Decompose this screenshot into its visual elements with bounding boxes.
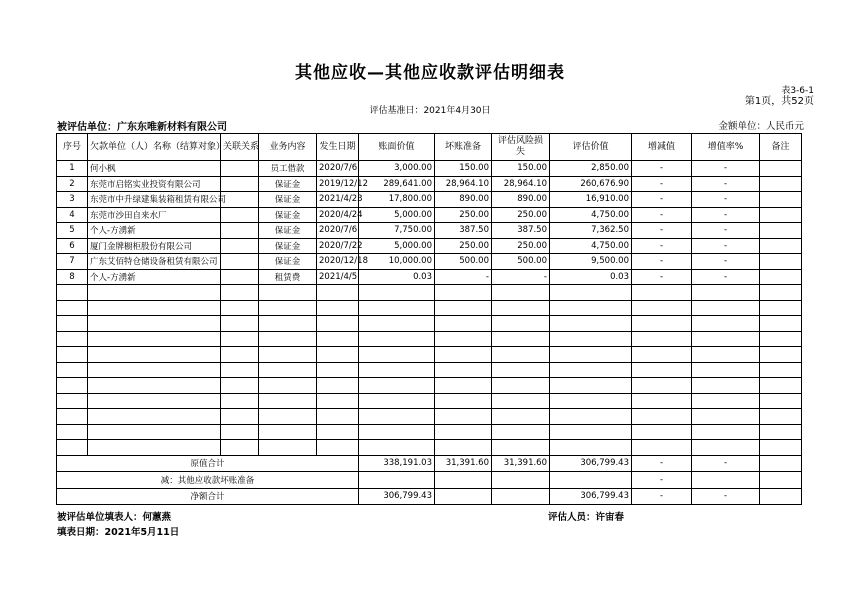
cell-name xyxy=(88,378,221,394)
header-cell: 增值率% xyxy=(692,134,760,161)
cell-rel xyxy=(221,161,259,177)
cell-bad xyxy=(435,409,492,425)
cell-rel xyxy=(221,192,259,208)
cell-no xyxy=(57,285,88,301)
cell-rate: - xyxy=(692,192,760,208)
cell-rel xyxy=(221,409,259,425)
total-label: 原值合计 xyxy=(57,455,359,472)
table-row xyxy=(57,424,802,440)
table-row xyxy=(57,316,802,332)
cell-date xyxy=(317,440,359,456)
cell-name xyxy=(88,331,221,347)
cell-diff: - xyxy=(632,207,692,223)
less-rate xyxy=(692,472,760,489)
table-totals xyxy=(57,455,802,505)
cell-eval: 9,500.00 xyxy=(550,254,632,270)
cell-book: 7,750.00 xyxy=(359,223,435,239)
cell-name xyxy=(88,347,221,363)
cell-rate xyxy=(692,285,760,301)
cell-note xyxy=(760,378,802,394)
cell-date xyxy=(317,285,359,301)
cell-book xyxy=(359,378,435,394)
cell-risk: 890.00 xyxy=(492,192,550,208)
cell-no xyxy=(57,347,88,363)
cell-biz: 保证金 xyxy=(259,223,317,239)
cell-no xyxy=(57,393,88,409)
net-bad xyxy=(435,488,492,505)
net-risk xyxy=(492,488,550,505)
cell-book xyxy=(359,300,435,316)
cell-rate: - xyxy=(692,161,760,177)
cell-risk xyxy=(492,440,550,456)
cell-risk xyxy=(492,424,550,440)
cell-rel xyxy=(221,207,259,223)
cell-rel xyxy=(221,300,259,316)
cell-name: 个人-方湧新 xyxy=(88,223,221,239)
total-note xyxy=(760,455,802,472)
total-original-row xyxy=(57,455,802,472)
cell-rate xyxy=(692,316,760,332)
net-note xyxy=(760,488,802,505)
cell-book: 289,641.00 xyxy=(359,176,435,192)
table-row xyxy=(57,192,802,208)
less-note xyxy=(760,472,802,489)
cell-risk xyxy=(492,331,550,347)
cell-note xyxy=(760,192,802,208)
cell-no: 3 xyxy=(57,192,88,208)
cell-diff xyxy=(632,393,692,409)
cell-name: 广东艾佰特仓储设备租赁有限公司 xyxy=(88,254,221,270)
cell-name: 东莞市中升绿建集装箱租赁有限公司 xyxy=(88,192,221,208)
cell-bad xyxy=(435,440,492,456)
cell-date xyxy=(317,362,359,378)
cell-note xyxy=(760,300,802,316)
cell-bad: 387.50 xyxy=(435,223,492,239)
cell-eval: 4,750.00 xyxy=(550,238,632,254)
header-row xyxy=(57,134,802,161)
table-row xyxy=(57,254,802,270)
total-rate: - xyxy=(692,455,760,472)
header-cell: 序号 xyxy=(57,134,88,161)
cell-note xyxy=(760,223,802,239)
cell-note xyxy=(760,347,802,363)
header-cell: 评估价值 xyxy=(550,134,632,161)
cell-date xyxy=(317,331,359,347)
cell-no: 1 xyxy=(57,161,88,177)
cell-eval xyxy=(550,316,632,332)
cell-eval xyxy=(550,424,632,440)
cell-book: 3,000.00 xyxy=(359,161,435,177)
total-diff: - xyxy=(632,455,692,472)
header-cell: 坏账准备 xyxy=(435,134,492,161)
cell-bad: 250.00 xyxy=(435,238,492,254)
cell-note xyxy=(760,207,802,223)
header-cell: 增减值 xyxy=(632,134,692,161)
cell-name xyxy=(88,424,221,440)
cell-eval: 7,362.50 xyxy=(550,223,632,239)
cell-eval: 2,850.00 xyxy=(550,161,632,177)
header-cell: 欠款单位（人）名称（结算对象） xyxy=(88,134,221,161)
cell-biz xyxy=(259,347,317,363)
table-row xyxy=(57,176,802,192)
cell-bad xyxy=(435,316,492,332)
form-filler: 被评估单位填表人：何蕙燕 xyxy=(57,512,172,523)
cell-note xyxy=(760,316,802,332)
cell-eval xyxy=(550,362,632,378)
cell-eval xyxy=(550,347,632,363)
net-eval: 306,799.43 xyxy=(550,488,632,505)
cell-name xyxy=(88,440,221,456)
less-book xyxy=(359,472,435,489)
cell-risk: 150.00 xyxy=(492,161,550,177)
cell-risk xyxy=(492,285,550,301)
table-body xyxy=(57,161,802,456)
cell-bad xyxy=(435,300,492,316)
cell-date xyxy=(317,300,359,316)
cell-date: 2021/4/23 xyxy=(317,192,359,208)
cell-eval: 4,750.00 xyxy=(550,207,632,223)
cell-rate: - xyxy=(692,207,760,223)
cell-risk: 250.00 xyxy=(492,207,550,223)
cell-rel xyxy=(221,424,259,440)
cell-risk xyxy=(492,393,550,409)
cell-biz xyxy=(259,393,317,409)
cell-no xyxy=(57,331,88,347)
cell-eval xyxy=(550,393,632,409)
cell-rel xyxy=(221,440,259,456)
cell-book xyxy=(359,362,435,378)
table-row xyxy=(57,409,802,425)
cell-risk: - xyxy=(492,269,550,285)
cell-note xyxy=(760,254,802,270)
cell-note xyxy=(760,424,802,440)
cell-diff xyxy=(632,316,692,332)
cell-bad: 150.00 xyxy=(435,161,492,177)
cell-diff xyxy=(632,347,692,363)
cell-bad xyxy=(435,378,492,394)
table-row xyxy=(57,269,802,285)
cell-bad xyxy=(435,347,492,363)
cell-date: 2019/12/12 xyxy=(317,176,359,192)
cell-date xyxy=(317,347,359,363)
cell-rel xyxy=(221,378,259,394)
cell-book xyxy=(359,440,435,456)
cell-biz xyxy=(259,300,317,316)
table-row xyxy=(57,393,802,409)
total-risk: 31,391.60 xyxy=(492,455,550,472)
cell-name: 厦门金牌橱柜股份有限公司 xyxy=(88,238,221,254)
net-diff: - xyxy=(632,488,692,505)
cell-date: 2021/4/5 xyxy=(317,269,359,285)
cell-name xyxy=(88,362,221,378)
cell-book: 5,000.00 xyxy=(359,207,435,223)
cell-eval xyxy=(550,440,632,456)
cell-no xyxy=(57,424,88,440)
cell-bad: 890.00 xyxy=(435,192,492,208)
cell-note xyxy=(760,393,802,409)
cell-rel xyxy=(221,285,259,301)
cell-rate xyxy=(692,393,760,409)
cell-no: 6 xyxy=(57,238,88,254)
cell-diff: - xyxy=(632,223,692,239)
cell-risk xyxy=(492,347,550,363)
total-bad: 31,391.60 xyxy=(435,455,492,472)
cell-date: 2020/7/6 xyxy=(317,161,359,177)
cell-risk xyxy=(492,409,550,425)
cell-biz xyxy=(259,362,317,378)
evaluator: 评估人员：许宙春 xyxy=(548,512,625,523)
cell-no xyxy=(57,362,88,378)
cell-name xyxy=(88,393,221,409)
less-label: 减：其他应收款坏账准备 xyxy=(57,472,359,489)
cell-book: 5,000.00 xyxy=(359,238,435,254)
cell-rel xyxy=(221,254,259,270)
cell-risk: 500.00 xyxy=(492,254,550,270)
less-bad xyxy=(435,472,492,489)
cell-name xyxy=(88,300,221,316)
cell-eval xyxy=(550,331,632,347)
header-cell: 账面价值 xyxy=(359,134,435,161)
currency-unit: 金额单位：人民币元 xyxy=(718,121,804,132)
cell-bad xyxy=(435,362,492,378)
cell-diff: - xyxy=(632,269,692,285)
cell-book xyxy=(359,393,435,409)
cell-rate: - xyxy=(692,269,760,285)
cell-bad: 28,964.10 xyxy=(435,176,492,192)
cell-book xyxy=(359,424,435,440)
cell-diff xyxy=(632,440,692,456)
cell-book: 10,000.00 xyxy=(359,254,435,270)
cell-biz xyxy=(259,424,317,440)
cell-name: 东莞市沙田自来水厂 xyxy=(88,207,221,223)
cell-eval: 260,676.90 xyxy=(550,176,632,192)
cell-note xyxy=(760,362,802,378)
cell-biz: 租赁费 xyxy=(259,269,317,285)
cell-date xyxy=(317,393,359,409)
header-cell: 业务内容 xyxy=(259,134,317,161)
less-eval xyxy=(550,472,632,489)
page-info: 第1页，共52页 xyxy=(744,96,814,107)
table-row xyxy=(57,223,802,239)
total-less-row xyxy=(57,472,802,489)
table-row xyxy=(57,285,802,301)
cell-rel xyxy=(221,316,259,332)
cell-book: 17,800.00 xyxy=(359,192,435,208)
cell-risk: 28,964.10 xyxy=(492,176,550,192)
cell-bad: 250.00 xyxy=(435,207,492,223)
cell-eval xyxy=(550,300,632,316)
table-row xyxy=(57,300,802,316)
cell-rel xyxy=(221,238,259,254)
cell-book xyxy=(359,347,435,363)
cell-rate xyxy=(692,424,760,440)
cell-biz xyxy=(259,409,317,425)
cell-book xyxy=(359,409,435,425)
total-book: 338,191.03 xyxy=(359,455,435,472)
cell-book: 0.03 xyxy=(359,269,435,285)
cell-risk xyxy=(492,362,550,378)
cell-diff xyxy=(632,362,692,378)
cell-name: 何小枫 xyxy=(88,161,221,177)
cell-rate xyxy=(692,331,760,347)
cell-date xyxy=(317,316,359,332)
cell-note xyxy=(760,176,802,192)
total-eval: 306,799.43 xyxy=(550,455,632,472)
cell-no: 7 xyxy=(57,254,88,270)
cell-name: 个人-方湧新 xyxy=(88,269,221,285)
cell-note xyxy=(760,285,802,301)
cell-rel xyxy=(221,347,259,363)
cell-diff xyxy=(632,285,692,301)
cell-diff xyxy=(632,300,692,316)
cell-no xyxy=(57,300,88,316)
cell-eval xyxy=(550,285,632,301)
cell-note xyxy=(760,409,802,425)
cell-biz: 保证金 xyxy=(259,254,317,270)
less-diff: - xyxy=(632,472,692,489)
cell-eval xyxy=(550,409,632,425)
cell-diff: - xyxy=(632,254,692,270)
cell-rel xyxy=(221,393,259,409)
cell-date xyxy=(317,378,359,394)
cell-note xyxy=(760,440,802,456)
cell-bad xyxy=(435,331,492,347)
cell-name xyxy=(88,409,221,425)
cell-rate xyxy=(692,378,760,394)
cell-eval xyxy=(550,378,632,394)
cell-eval: 16,910.00 xyxy=(550,192,632,208)
cell-diff: - xyxy=(632,192,692,208)
cell-no xyxy=(57,316,88,332)
cell-bad: - xyxy=(435,269,492,285)
cell-date: 2020/7/6 xyxy=(317,223,359,239)
cell-no: 2 xyxy=(57,176,88,192)
cell-no xyxy=(57,409,88,425)
cell-diff: - xyxy=(632,176,692,192)
cell-diff xyxy=(632,331,692,347)
cell-name xyxy=(88,316,221,332)
cell-rate xyxy=(692,300,760,316)
cell-name xyxy=(88,285,221,301)
cell-rel xyxy=(221,269,259,285)
cell-rate xyxy=(692,409,760,425)
cell-risk xyxy=(492,378,550,394)
cell-note xyxy=(760,269,802,285)
cell-risk xyxy=(492,316,550,332)
cell-rel xyxy=(221,331,259,347)
cell-rate: - xyxy=(692,254,760,270)
cell-no xyxy=(57,378,88,394)
table-row xyxy=(57,362,802,378)
cell-bad xyxy=(435,285,492,301)
cell-biz: 保证金 xyxy=(259,207,317,223)
cell-name: 东莞市启铭实业投资有限公司 xyxy=(88,176,221,192)
header-cell: 发生日期 xyxy=(317,134,359,161)
cell-rate xyxy=(692,440,760,456)
cell-eval: 0.03 xyxy=(550,269,632,285)
table-row xyxy=(57,161,802,177)
cell-no xyxy=(57,440,88,456)
net-book: 306,799.43 xyxy=(359,488,435,505)
total-net-row xyxy=(57,488,802,505)
cell-biz xyxy=(259,316,317,332)
cell-diff xyxy=(632,378,692,394)
cell-biz: 保证金 xyxy=(259,176,317,192)
cell-biz: 保证金 xyxy=(259,192,317,208)
cell-rel xyxy=(221,223,259,239)
cell-diff xyxy=(632,409,692,425)
net-label: 净额合计 xyxy=(57,488,359,505)
cell-bad xyxy=(435,393,492,409)
cell-rate: - xyxy=(692,223,760,239)
cell-date: 2020/4/24 xyxy=(317,207,359,223)
cell-rel xyxy=(221,176,259,192)
cell-note xyxy=(760,161,802,177)
cell-rate: - xyxy=(692,176,760,192)
cell-risk: 387.50 xyxy=(492,223,550,239)
table-row xyxy=(57,207,802,223)
table-row xyxy=(57,238,802,254)
cell-rate xyxy=(692,347,760,363)
cell-risk: 250.00 xyxy=(492,238,550,254)
cell-date: 2020/7/22 xyxy=(317,238,359,254)
page-title: 其他应收—其他应收款评估明细表 xyxy=(295,63,565,83)
detail-table xyxy=(56,133,802,505)
less-risk xyxy=(492,472,550,489)
table-row xyxy=(57,331,802,347)
fill-date: 填表日期：2021年5月11日 xyxy=(57,527,180,538)
cell-diff: - xyxy=(632,161,692,177)
net-rate: - xyxy=(692,488,760,505)
cell-no: 5 xyxy=(57,223,88,239)
cell-date xyxy=(317,409,359,425)
cell-biz xyxy=(259,331,317,347)
cell-biz: 保证金 xyxy=(259,238,317,254)
cell-diff xyxy=(632,424,692,440)
cell-rate xyxy=(692,362,760,378)
header-cell: 关联关系 xyxy=(221,134,259,161)
table-row xyxy=(57,440,802,456)
cell-biz xyxy=(259,378,317,394)
cell-bad: 500.00 xyxy=(435,254,492,270)
cell-no: 4 xyxy=(57,207,88,223)
table-row xyxy=(57,378,802,394)
cell-biz: 员工借款 xyxy=(259,161,317,177)
cell-book xyxy=(359,285,435,301)
cell-no: 8 xyxy=(57,269,88,285)
cell-biz xyxy=(259,285,317,301)
cell-book xyxy=(359,316,435,332)
cell-bad xyxy=(435,424,492,440)
cell-note xyxy=(760,238,802,254)
header-cell: 评估风险损失 xyxy=(492,134,550,161)
table-code: 表3-6-1 xyxy=(781,86,814,96)
cell-risk xyxy=(492,300,550,316)
header-cell: 备注 xyxy=(760,134,802,161)
cell-rel xyxy=(221,362,259,378)
table-row xyxy=(57,347,802,363)
base-date: 评估基准日：2021年4月30日 xyxy=(369,106,491,116)
evaluated-org: 被评估单位：广东东唯新材料有限公司 xyxy=(57,122,227,133)
cell-note xyxy=(760,331,802,347)
cell-diff: - xyxy=(632,238,692,254)
cell-biz xyxy=(259,440,317,456)
cell-date: 2020/12/18 xyxy=(317,254,359,270)
cell-date xyxy=(317,424,359,440)
cell-book xyxy=(359,331,435,347)
cell-rate: - xyxy=(692,238,760,254)
